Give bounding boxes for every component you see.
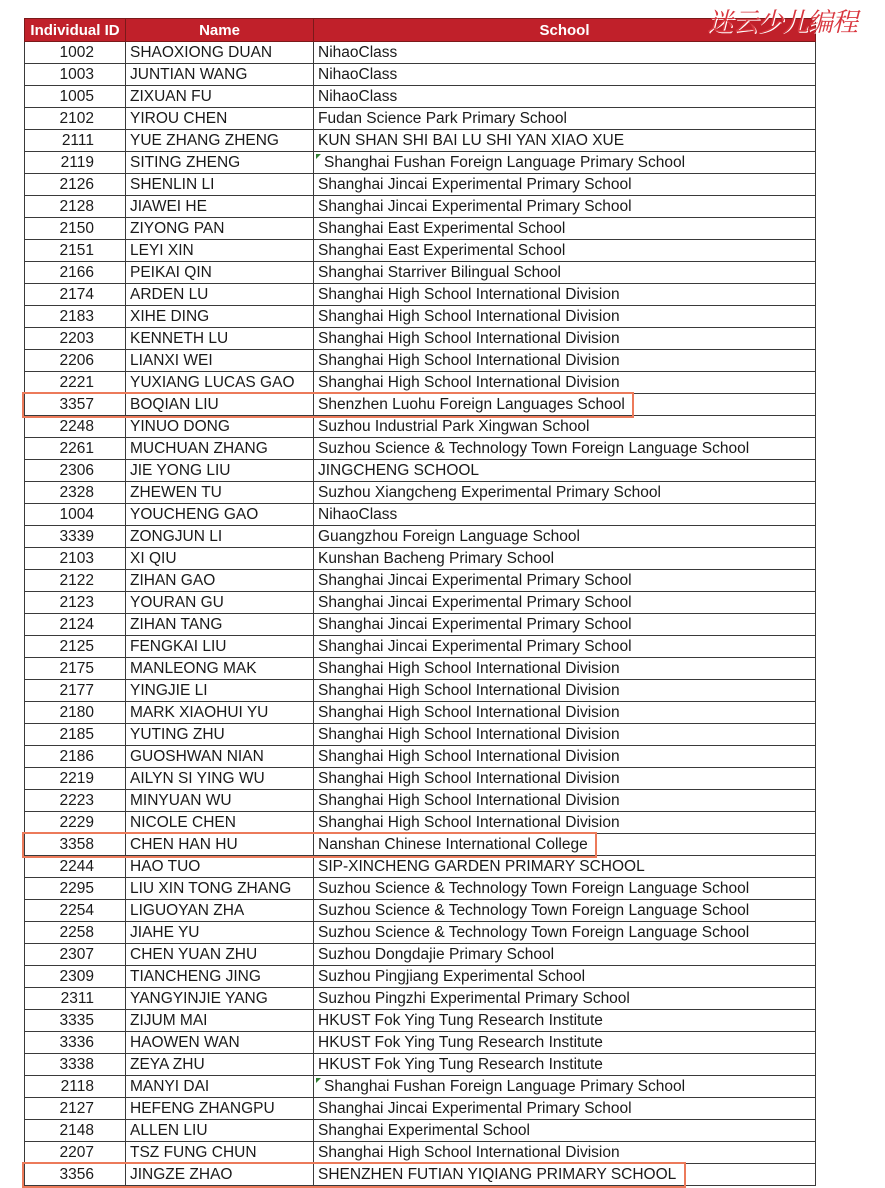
table-row[interactable] (25, 724, 816, 746)
cell-individual-id[interactable]: 3358 (25, 834, 126, 856)
table-row[interactable] (25, 834, 816, 856)
cell-school[interactable]: Kunshan Bacheng Primary School (314, 548, 816, 570)
cell-individual-id[interactable]: 2183 (25, 306, 126, 328)
table-row[interactable] (25, 812, 816, 834)
table-row[interactable] (25, 1164, 816, 1186)
cell-name[interactable]: TIANCHENG JING (126, 966, 314, 988)
cell-individual-id[interactable]: 2186 (25, 746, 126, 768)
cell-name[interactable]: LEYI XIN (126, 240, 314, 262)
cell-individual-id[interactable]: 3336 (25, 1032, 126, 1054)
cell-school[interactable]: Shanghai High School International Division (314, 306, 816, 328)
cell-school[interactable]: Shanghai High School International Division (314, 746, 816, 768)
cell-name[interactable]: HEFENG ZHANGPU (126, 1098, 314, 1120)
cell-individual-id[interactable]: 2219 (25, 768, 126, 790)
cell-school[interactable]: Shanghai Jincai Experimental Primary School (314, 592, 816, 614)
cell-school[interactable]: Guangzhou Foreign Language School (314, 526, 816, 548)
cell-name[interactable]: ALLEN LIU (126, 1120, 314, 1142)
cell-individual-id[interactable]: 2128 (25, 196, 126, 218)
cell-school[interactable]: Shanghai Jincai Experimental Primary School (314, 570, 816, 592)
cell-name[interactable]: ZHEWEN TU (126, 482, 314, 504)
table-row[interactable] (25, 900, 816, 922)
cell-individual-id[interactable]: 3338 (25, 1054, 126, 1076)
header-individual-id[interactable]: Individual ID (25, 19, 126, 42)
cell-individual-id[interactable]: 2306 (25, 460, 126, 482)
cell-individual-id[interactable]: 3339 (25, 526, 126, 548)
cell-school[interactable]: Shanghai High School International Division (314, 658, 816, 680)
table-row[interactable] (25, 790, 816, 812)
table-row[interactable] (25, 988, 816, 1010)
cell-name[interactable]: HAO TUO (126, 856, 314, 878)
cell-name[interactable]: ZIHAN GAO (126, 570, 314, 592)
table-row[interactable] (25, 262, 816, 284)
cell-name[interactable]: ARDEN LU (126, 284, 314, 306)
cell-school[interactable]: HKUST Fok Ying Tung Research Institute (314, 1054, 816, 1076)
table-row[interactable] (25, 438, 816, 460)
cell-school[interactable]: HKUST Fok Ying Tung Research Institute (314, 1010, 816, 1032)
table-row[interactable] (25, 394, 816, 416)
cell-name[interactable]: PEIKAI QIN (126, 262, 314, 284)
header-school[interactable]: School (314, 19, 816, 42)
table-row[interactable] (25, 152, 816, 174)
table-row[interactable] (25, 42, 816, 64)
table-row[interactable] (25, 570, 816, 592)
cell-individual-id[interactable]: 2174 (25, 284, 126, 306)
table-row[interactable] (25, 86, 816, 108)
cell-individual-id[interactable]: 2206 (25, 350, 126, 372)
table-row[interactable] (25, 878, 816, 900)
cell-name[interactable]: CHEN YUAN ZHU (126, 944, 314, 966)
cell-name[interactable]: YANGYINJIE YANG (126, 988, 314, 1010)
cell-individual-id[interactable]: 2223 (25, 790, 126, 812)
cell-school[interactable]: Shanghai East Experimental School (314, 240, 816, 262)
student-table-sheet (24, 18, 815, 1186)
cell-individual-id[interactable]: 2166 (25, 262, 126, 284)
table-header-row (25, 19, 816, 42)
table-row[interactable] (25, 350, 816, 372)
cell-school[interactable]: Shanghai Starriver Bilingual School (314, 262, 816, 284)
table-row[interactable] (25, 64, 816, 86)
cell-school[interactable]: Shanghai High School International Division (314, 1142, 816, 1164)
cell-name[interactable]: YINGJIE LI (126, 680, 314, 702)
table-row[interactable] (25, 372, 816, 394)
cell-school[interactable]: SIP-XINCHENG GARDEN PRIMARY SCHOOL (314, 856, 816, 878)
cell-name[interactable]: YUTING ZHU (126, 724, 314, 746)
cell-individual-id[interactable]: 2177 (25, 680, 126, 702)
cell-name[interactable]: AILYN SI YING WU (126, 768, 314, 790)
table-row[interactable] (25, 460, 816, 482)
cell-school[interactable]: Suzhou Science & Technology Town Foreign Language School (314, 878, 816, 900)
cell-school[interactable]: Fudan Science Park Primary School (314, 108, 816, 130)
table-row[interactable] (25, 108, 816, 130)
header-name[interactable]: Name (126, 19, 314, 42)
table-row[interactable] (25, 1142, 816, 1164)
cell-school[interactable]: JINGCHENG SCHOOL (314, 460, 816, 482)
cell-school[interactable]: Shanghai High School International Division (314, 284, 816, 306)
cell-school[interactable]: Shanghai Jincai Experimental Primary School (314, 614, 816, 636)
table-row[interactable] (25, 702, 816, 724)
cell-name[interactable]: TSZ FUNG CHUN (126, 1142, 314, 1164)
table-row[interactable] (25, 1010, 816, 1032)
cell-name[interactable]: MANYI DAI (126, 1076, 314, 1098)
table-body (25, 42, 816, 1186)
cell-individual-id[interactable]: 2244 (25, 856, 126, 878)
student-table (24, 18, 816, 1186)
cell-individual-id[interactable]: 2126 (25, 174, 126, 196)
cell-school[interactable]: Shanghai High School International Division (314, 768, 816, 790)
cell-individual-id[interactable]: 2124 (25, 614, 126, 636)
cell-school[interactable]: Shanghai Experimental School (314, 1120, 816, 1142)
cell-name[interactable]: YOURAN GU (126, 592, 314, 614)
table-row[interactable] (25, 768, 816, 790)
cell-name[interactable]: MARK XIAOHUI YU (126, 702, 314, 724)
cell-school[interactable]: NihaoClass (314, 42, 816, 64)
table-row[interactable] (25, 944, 816, 966)
cell-school[interactable]: Suzhou Science & Technology Town Foreign Language School (314, 922, 816, 944)
cell-name[interactable]: MANLEONG MAK (126, 658, 314, 680)
cell-individual-id[interactable]: 2148 (25, 1120, 126, 1142)
table-row[interactable] (25, 306, 816, 328)
cell-individual-id[interactable]: 1005 (25, 86, 126, 108)
cell-individual-id[interactable]: 2248 (25, 416, 126, 438)
cell-name[interactable]: ZIXUAN FU (126, 86, 314, 108)
cell-name[interactable]: JIE YONG LIU (126, 460, 314, 482)
cell-individual-id[interactable]: 2119 (25, 152, 126, 174)
cell-school[interactable]: Suzhou Xiangcheng Experimental Primary School (314, 482, 816, 504)
cell-individual-id[interactable]: 1003 (25, 64, 126, 86)
cell-name[interactable]: CHEN HAN HU (126, 834, 314, 856)
table-row[interactable] (25, 658, 816, 680)
cell-school[interactable]: Shanghai High School International Division (314, 724, 816, 746)
cell-individual-id[interactable]: 2127 (25, 1098, 126, 1120)
cell-name[interactable]: XI QIU (126, 548, 314, 570)
cell-name[interactable]: MUCHUAN ZHANG (126, 438, 314, 460)
cell-name[interactable]: FENGKAI LIU (126, 636, 314, 658)
cell-individual-id[interactable]: 2229 (25, 812, 126, 834)
cell-name[interactable]: ZONGJUN LI (126, 526, 314, 548)
cell-name[interactable]: JUNTIAN WANG (126, 64, 314, 86)
cell-individual-id[interactable]: 2103 (25, 548, 126, 570)
table-row[interactable] (25, 966, 816, 988)
table-row[interactable] (25, 592, 816, 614)
table-row[interactable] (25, 1076, 816, 1098)
table-row[interactable] (25, 922, 816, 944)
cell-school[interactable]: Suzhou Science & Technology Town Foreign Language School (314, 900, 816, 922)
cell-individual-id[interactable]: 2258 (25, 922, 126, 944)
cell-individual-id[interactable]: 3335 (25, 1010, 126, 1032)
table-row[interactable] (25, 174, 816, 196)
cell-school[interactable]: Shanghai Fushan Foreign Language Primary School (314, 152, 816, 174)
cell-school[interactable]: NihaoClass (314, 504, 816, 526)
cell-school[interactable]: Suzhou Pingjiang Experimental School (314, 966, 816, 988)
cell-individual-id[interactable]: 2175 (25, 658, 126, 680)
cell-school[interactable]: HKUST Fok Ying Tung Research Institute (314, 1032, 816, 1054)
cell-name[interactable]: KENNETH LU (126, 328, 314, 350)
cell-name[interactable]: JIAWEI HE (126, 196, 314, 218)
cell-name[interactable]: BOQIAN LIU (126, 394, 314, 416)
cell-school[interactable]: Shanghai High School International Division (314, 372, 816, 394)
cell-school[interactable]: Suzhou Dongdajie Primary School (314, 944, 816, 966)
cell-individual-id[interactable]: 2261 (25, 438, 126, 460)
cell-name[interactable]: YUXIANG LUCAS GAO (126, 372, 314, 394)
table-row[interactable] (25, 240, 816, 262)
cell-individual-id[interactable]: 2123 (25, 592, 126, 614)
cell-school[interactable]: Shanghai High School International Division (314, 350, 816, 372)
cell-school[interactable]: Nanshan Chinese International College (314, 834, 816, 856)
cell-name[interactable]: SHENLIN LI (126, 174, 314, 196)
table-row[interactable] (25, 746, 816, 768)
cell-school[interactable]: Shanghai Jincai Experimental Primary School (314, 636, 816, 658)
cell-school[interactable]: Shanghai Fushan Foreign Language Primary School (314, 1076, 816, 1098)
cell-individual-id[interactable]: 2203 (25, 328, 126, 350)
table-row[interactable] (25, 504, 816, 526)
table-row[interactable] (25, 482, 816, 504)
cell-individual-id[interactable]: 3356 (25, 1164, 126, 1186)
cell-name[interactable]: ZIJUM MAI (126, 1010, 314, 1032)
cell-name[interactable]: LIU XIN TONG ZHANG (126, 878, 314, 900)
cell-name[interactable]: YOUCHENG GAO (126, 504, 314, 526)
cell-school[interactable]: Shanghai High School International Division (314, 790, 816, 812)
cell-individual-id[interactable]: 2311 (25, 988, 126, 1010)
cell-school[interactable]: Shanghai Jincai Experimental Primary School (314, 174, 816, 196)
cell-school[interactable]: Shanghai High School International Division (314, 702, 816, 724)
cell-individual-id[interactable]: 2307 (25, 944, 126, 966)
cell-individual-id[interactable]: 3357 (25, 394, 126, 416)
table-row[interactable] (25, 416, 816, 438)
cell-name[interactable]: YINUO DONG (126, 416, 314, 438)
cell-school[interactable]: Shenzhen Luohu Foreign Languages School (314, 394, 816, 416)
cell-school[interactable]: NihaoClass (314, 64, 816, 86)
cell-individual-id[interactable]: 2150 (25, 218, 126, 240)
cell-individual-id[interactable]: 1002 (25, 42, 126, 64)
cell-school[interactable]: Shanghai High School International Division (314, 680, 816, 702)
table-row[interactable] (25, 196, 816, 218)
table-row[interactable] (25, 526, 816, 548)
table-row[interactable] (25, 680, 816, 702)
table-row[interactable] (25, 130, 816, 152)
cell-name[interactable]: JIAHE YU (126, 922, 314, 944)
cell-name[interactable]: YUE ZHANG ZHENG (126, 130, 314, 152)
table-row[interactable] (25, 636, 816, 658)
cell-individual-id[interactable]: 2328 (25, 482, 126, 504)
cell-individual-id[interactable]: 2102 (25, 108, 126, 130)
table-row[interactable] (25, 218, 816, 240)
table-row[interactable] (25, 1098, 816, 1120)
cell-individual-id[interactable]: 1004 (25, 504, 126, 526)
cell-individual-id[interactable]: 2180 (25, 702, 126, 724)
cell-name[interactable]: HAOWEN WAN (126, 1032, 314, 1054)
cell-school[interactable]: KUN SHAN SHI BAI LU SHI YAN XIAO XUE (314, 130, 816, 152)
cell-school[interactable]: Shanghai Jincai Experimental Primary School (314, 1098, 816, 1120)
cell-name[interactable]: LIANXI WEI (126, 350, 314, 372)
cell-name[interactable]: JINGZE ZHAO (126, 1164, 314, 1186)
cell-school[interactable]: Shanghai Jincai Experimental Primary School (314, 196, 816, 218)
cell-school[interactable]: SHENZHEN FUTIAN YIQIANG PRIMARY SCHOOL (314, 1164, 816, 1186)
cell-school[interactable]: Shanghai High School International Division (314, 812, 816, 834)
table-row[interactable] (25, 284, 816, 306)
cell-individual-id[interactable]: 2207 (25, 1142, 126, 1164)
cell-individual-id[interactable]: 2118 (25, 1076, 126, 1098)
cell-individual-id[interactable]: 2151 (25, 240, 126, 262)
cell-name[interactable]: ZEYA ZHU (126, 1054, 314, 1076)
cell-individual-id[interactable]: 2122 (25, 570, 126, 592)
table-row[interactable] (25, 548, 816, 570)
cell-school[interactable]: Suzhou Pingzhi Experimental Primary School (314, 988, 816, 1010)
table-row[interactable] (25, 328, 816, 350)
cell-individual-id[interactable]: 2254 (25, 900, 126, 922)
cell-name[interactable]: NICOLE CHEN (126, 812, 314, 834)
cell-name[interactable]: SITING ZHENG (126, 152, 314, 174)
cell-name[interactable]: GUOSHWAN NIAN (126, 746, 314, 768)
cell-school[interactable]: Shanghai High School International Division (314, 328, 816, 350)
cell-school[interactable]: Suzhou Industrial Park Xingwan School (314, 416, 816, 438)
cell-name[interactable]: LIGUOYAN ZHA (126, 900, 314, 922)
watermark-logo: 迷云少儿编程 (706, 8, 857, 38)
cell-name[interactable]: ZIYONG PAN (126, 218, 314, 240)
table-row[interactable] (25, 614, 816, 636)
cell-school[interactable]: NihaoClass (314, 86, 816, 108)
cell-individual-id[interactable]: 2111 (25, 130, 126, 152)
cell-individual-id[interactable]: 2185 (25, 724, 126, 746)
cell-individual-id[interactable]: 2125 (25, 636, 126, 658)
cell-individual-id[interactable]: 2309 (25, 966, 126, 988)
table-row[interactable] (25, 1054, 816, 1076)
cell-name[interactable]: XIHE DING (126, 306, 314, 328)
cell-individual-id[interactable]: 2221 (25, 372, 126, 394)
cell-name[interactable]: YIROU CHEN (126, 108, 314, 130)
cell-school[interactable]: Suzhou Science & Technology Town Foreign Language School (314, 438, 816, 460)
cell-individual-id[interactable]: 2295 (25, 878, 126, 900)
cell-school[interactable]: Shanghai East Experimental School (314, 218, 816, 240)
table-row[interactable] (25, 856, 816, 878)
cell-name[interactable]: SHAOXIONG DUAN (126, 42, 314, 64)
cell-name[interactable]: MINYUAN WU (126, 790, 314, 812)
table-row[interactable] (25, 1120, 816, 1142)
cell-name[interactable]: ZIHAN TANG (126, 614, 314, 636)
table-row[interactable] (25, 1032, 816, 1054)
